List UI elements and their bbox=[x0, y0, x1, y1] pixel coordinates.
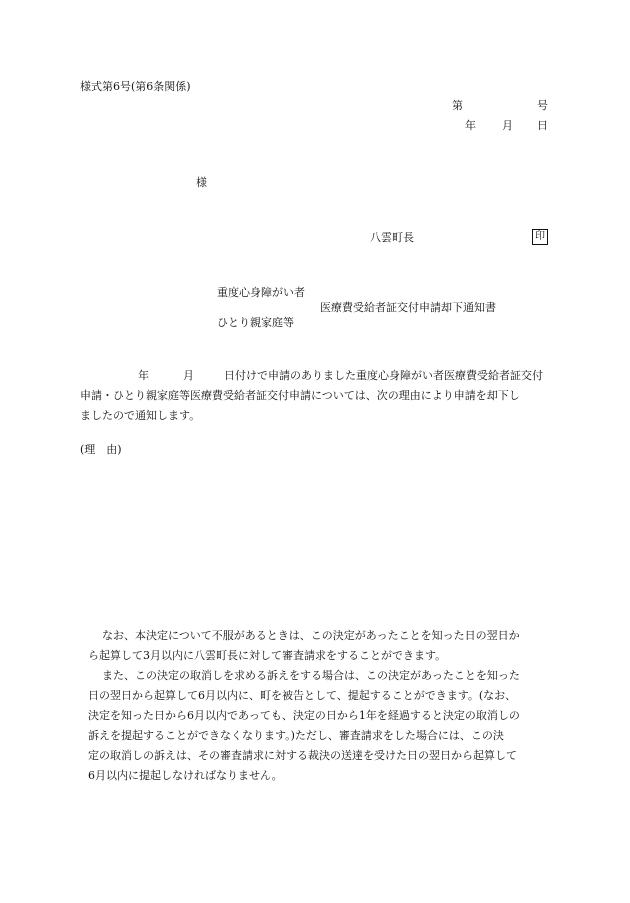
date-year-label: 年 bbox=[465, 119, 476, 132]
notes-p2-line-1: また、この決定の取消しを求める訴えをする場合は、この決定があったことを知った bbox=[102, 669, 520, 682]
notes-p2-line-2: 日の翌日から起算して6月以内に、町を被告として、提起することができます。(なお、 bbox=[88, 689, 517, 702]
addressee-honorific: 様 bbox=[196, 176, 207, 189]
notes-p2-line-3: 決定を知った日から6月以内であっても、決定の日から1年を経過すると決定の取消しの bbox=[88, 709, 520, 722]
notes-p2-line-5: 定の取消しの訴えは、その審査請求に対する裁決の送達を受けた日の翌日から起算して bbox=[88, 749, 517, 762]
date-month-label: 月 bbox=[502, 119, 513, 132]
notes-p1-line-2: ら起算して3月以内に八雲町長に対して審査請求をすることができます。 bbox=[88, 649, 447, 662]
appeal-notes bbox=[88, 626, 550, 786]
document-number-label: 第 bbox=[452, 99, 463, 112]
notes-p2-line-4: 訴えを提起することができなくなります。)ただし、審査請求をした場合には、この決 bbox=[88, 729, 504, 742]
form-title: 様式第6号(第6条関係) bbox=[80, 80, 191, 93]
body-line-3: ましたので通知します。 bbox=[80, 409, 201, 422]
body-year-unit: 年 bbox=[138, 369, 149, 382]
body-line-2: 申請・ひとり親家庭等医療費受給者証交付申請については、次の理由により申請を却下し bbox=[80, 389, 520, 402]
seal-mark: 印 bbox=[532, 229, 548, 245]
issuer-name: 八雲町長 bbox=[370, 231, 414, 244]
notes-p2-line-6: 6月以内に提起しなければなりません。 bbox=[88, 769, 283, 782]
body-line-1-text: 日付けで申請のありました重度心身障がい者医療費受給者証交付 bbox=[224, 369, 543, 382]
subject-line-1: 重度心身障がい者 bbox=[217, 286, 305, 299]
body-line-1 bbox=[80, 366, 550, 386]
notification-body bbox=[80, 366, 550, 426]
body-month-unit: 月 bbox=[183, 369, 194, 382]
reason-label: (理 由) bbox=[80, 443, 122, 456]
date-day-label: 日 bbox=[537, 119, 548, 132]
document-title: 医療費受給者証交付申請却下通知書 bbox=[320, 301, 496, 314]
document-number-suffix: 号 bbox=[537, 99, 548, 112]
subject-line-2: ひとり親家庭等 bbox=[217, 316, 294, 329]
notes-p1-line-1: なお、本決定について不服があるときは、この決定があったことを知った日の翌日か bbox=[102, 629, 520, 642]
